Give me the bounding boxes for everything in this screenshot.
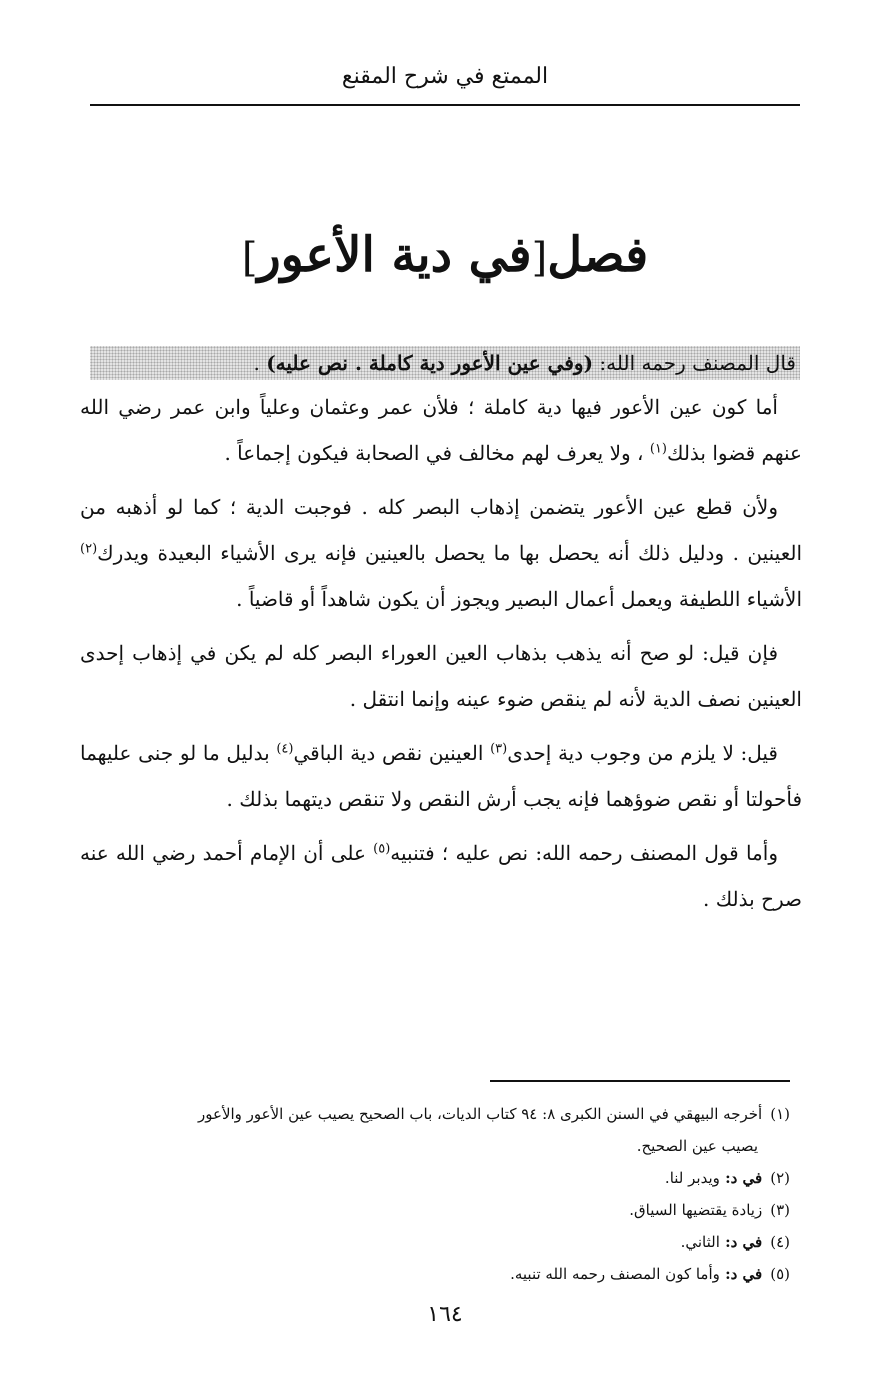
page-number: ١٦٤ <box>427 1302 463 1327</box>
paragraph-5-text-b: على أن الإمام أحمد رضي الله عنه صرح بذلك . <box>80 841 802 911</box>
footnote-ref-4: (٤) <box>276 741 294 757</box>
paragraph-1-text-b: ، ولا يعرف لهم مخالف في الصحابة فيكون إجماعاً . <box>224 441 650 465</box>
body-text <box>80 384 802 930</box>
footnotes <box>80 1098 790 1290</box>
paragraph-2-text-a: ولأن قطع عين الأعور يتضمن إذهاب البصر كله . فوجبت الدية ؛ كما لو أذهبه من العينين . ودليل ذلك أنه يحصل بها ما يحصل بالعينين فإنه يرى الأشياء البعيدة ويدرك <box>80 495 802 565</box>
chapter-title <box>90 220 800 293</box>
footnote-1 <box>80 1098 790 1162</box>
footnote-ref-3: (٣) <box>490 741 508 757</box>
paragraph-4-text-b: العينين نقص دية الباقي <box>293 741 491 765</box>
footnote-2-text: ويدبر لنا. <box>664 1169 720 1187</box>
paragraph-2-text-b: الأشياء اللطيفة ويعمل أعمال البصير ويجوز أن يكون شاهداً أو قاضياً . <box>236 587 802 611</box>
footnote-1-text: أخرجه البيهقي في السنن الكبرى ٨: ٩٤ كتاب الديات، باب الصحيح يصيب عين الأعور والأعور <box>198 1105 763 1123</box>
footnote-4-text: الثاني. <box>680 1233 720 1251</box>
footnote-5 <box>80 1258 790 1290</box>
quote-text: (وفي عين الأعور دية كاملة . نص عليه) <box>266 351 594 375</box>
chapter-open-bracket: [ <box>531 235 548 281</box>
paragraph-4-text-a: قيل: لا يلزم من وجوب دية إحدى <box>507 741 778 765</box>
footnote-3-text: زيادة يقتضيها السياق. <box>629 1201 763 1219</box>
paragraph-1 <box>80 384 802 476</box>
paragraph-4 <box>80 730 802 822</box>
footnote-rule <box>490 1080 790 1082</box>
running-header: الممتع في شرح المقنع <box>341 64 549 89</box>
paragraph-5-text-a: وأما قول المصنف رحمه الله: نص عليه ؛ فتنبيه <box>390 841 778 865</box>
chapter-title-part1: فصل <box>547 227 649 283</box>
paragraph-3: فإن قيل: لو صح أنه يذهب بذهاب العين العوراء البصر كله لم يكن في إذهاب إحدى العينين نصف الدية لأنه لم ينقص ضوء عينه وإنما انتقل . <box>80 641 802 711</box>
footnote-ref-1: (١) <box>649 441 667 457</box>
footnote-2-number: (٢) <box>770 1169 790 1187</box>
footnote-5-text: وأما كون المصنف رحمه الله تنبيه. <box>510 1265 720 1283</box>
footnote-5-number: (٥) <box>770 1265 790 1283</box>
header-rule <box>90 104 800 106</box>
quote-end: . <box>253 351 267 375</box>
footnote-4-number: (٤) <box>770 1233 790 1251</box>
footnote-4-prefix: في د: <box>719 1233 763 1251</box>
footnote-4 <box>80 1226 790 1258</box>
footnote-ref-2: (٢) <box>80 541 98 557</box>
chapter-close-bracket: ] <box>241 235 258 281</box>
paragraph-1-text-a: أما كون عين الأعور فيها دية كاملة ؛ فلأن عمر وعثمان وعلياً وابن عمر رضي الله عنهم قضوا بذلك <box>80 395 802 465</box>
footnote-3-number: (٣) <box>770 1201 790 1219</box>
footnote-1-continuation: يصيب عين الصحيح. <box>636 1137 758 1155</box>
footnote-5-prefix: في د: <box>719 1265 763 1283</box>
paragraph-5 <box>80 830 802 922</box>
chapter-title-part2: في دية الأعور <box>257 227 532 283</box>
paragraph-2 <box>80 484 802 622</box>
footnote-2-prefix: في د: <box>719 1169 763 1187</box>
matn-quote <box>90 346 800 380</box>
footnote-1-number: (١) <box>770 1105 790 1123</box>
paragraph-4-text-c: بدليل ما لو جنى عليهما فأحولتا أو نقص ضوؤهما فإنه يجب أرش النقص ولا تنقص ديتهما بذلك . <box>80 741 802 811</box>
footnote-ref-5: (٥) <box>373 841 391 857</box>
quote-intro: قال المصنف رحمه الله: <box>593 351 796 375</box>
footnote-3 <box>80 1194 790 1226</box>
footnote-2 <box>80 1162 790 1194</box>
